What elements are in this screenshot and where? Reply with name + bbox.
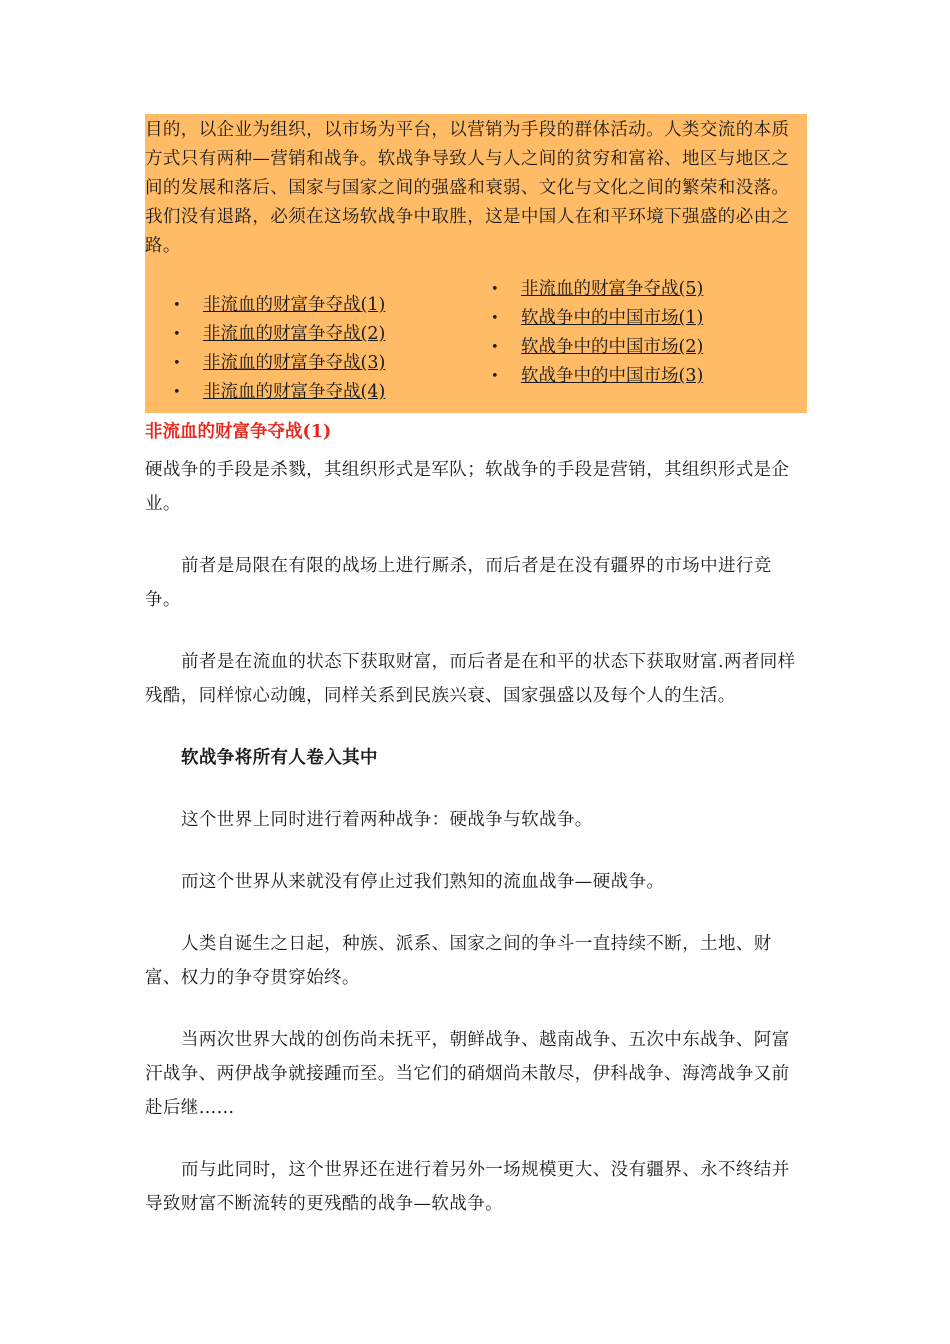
document-page xyxy=(145,114,807,1221)
related-links-left xyxy=(145,269,491,403)
list-item xyxy=(491,304,703,333)
bullet-icon: • xyxy=(173,385,181,400)
related-links-right xyxy=(491,269,703,403)
intro-text: 目的，以企业为组织，以市场为平台，以营销为手段的群体活动。人类交流的本质方式只有两种—营销和战争。软战争导致人与人之间的贫穷和富裕、地区与地区之间的发展和落后、国家与国家之间的强盛和衰弱、文化与文化之间的繁荣和没落。我们没有退路，必须在这场软战争中取胜，这是中国人在和平环境下强盛的必由之路。 xyxy=(145,120,790,256)
paragraph-2: 前者是局限在有限的战场上进行厮杀，而后者是在没有疆界的市场中进行竞争。 xyxy=(145,556,772,610)
link-china-market-3[interactable]: 软战争中的中国市场(3) xyxy=(521,366,704,386)
link-article-4[interactable]: 非流血的财富争夺战(4) xyxy=(203,382,386,402)
link-china-market-1[interactable]: 软战争中的中国市场(1) xyxy=(521,308,704,328)
list-item xyxy=(491,275,703,304)
list-item xyxy=(173,378,491,407)
paragraph-6: 人类自诞生之日起，种族、派系、国家之间的争斗一直持续不断，土地、财富、权力的争夺贯穿始终。 xyxy=(145,934,772,988)
bullet-icon: • xyxy=(491,282,499,297)
subheading: 软战争将所有人卷入其中 xyxy=(181,748,378,768)
link-article-5[interactable]: 非流血的财富争夺战(5) xyxy=(521,279,704,299)
link-article-3[interactable]: 非流血的财富争夺战(3) xyxy=(203,353,386,373)
bullet-icon: • xyxy=(173,356,181,371)
paragraph-3: 前者是在流血的状态下获取财富，而后者是在和平的状态下获取财富.两者同样残酷，同样惊心动魄，同样关系到民族兴衰、国家强盛以及每个人的生活。 xyxy=(145,652,796,706)
bullet-icon: • xyxy=(491,311,499,326)
link-article-2[interactable]: 非流血的财富争夺战(2) xyxy=(203,324,386,344)
paragraph-1: 硬战争的手段是杀戮，其组织形式是军队；软战争的手段是营销，其组织形式是企业。 xyxy=(145,460,790,514)
list-item xyxy=(491,362,703,391)
paragraph-4: 这个世界上同时进行着两种战争：硬战争与软战争。 xyxy=(181,810,593,830)
related-links xyxy=(145,269,807,403)
bullet-icon: • xyxy=(173,327,181,342)
link-china-market-2[interactable]: 软战争中的中国市场(2) xyxy=(521,337,704,357)
paragraph-7: 当两次世界大战的创伤尚未抚平，朝鲜战争、越南战争、五次中东战争、阿富汗战争、两伊战争就接踵而至。当它们的硝烟尚未散尽，伊科战争、海湾战争又前赴后继…… xyxy=(145,1030,790,1118)
bullet-icon: • xyxy=(491,340,499,355)
link-article-1[interactable]: 非流血的财富争夺战(1) xyxy=(203,295,386,315)
list-item xyxy=(173,291,491,320)
intro-box xyxy=(145,114,807,413)
paragraph-5: 而这个世界从来就没有停止过我们熟知的流血战争—硬战争。 xyxy=(181,872,665,892)
list-item xyxy=(173,349,491,378)
bullet-icon: • xyxy=(491,369,499,384)
paragraph-8: 而与此同时，这个世界还在进行着另外一场规模更大、没有疆界、永不终结并导致财富不断流转的更残酷的战争—软战争。 xyxy=(145,1160,790,1214)
bullet-icon: • xyxy=(173,298,181,313)
list-item xyxy=(173,320,491,349)
list-item xyxy=(491,333,703,362)
section-title: 非流血的财富争夺战(1) xyxy=(145,422,332,442)
